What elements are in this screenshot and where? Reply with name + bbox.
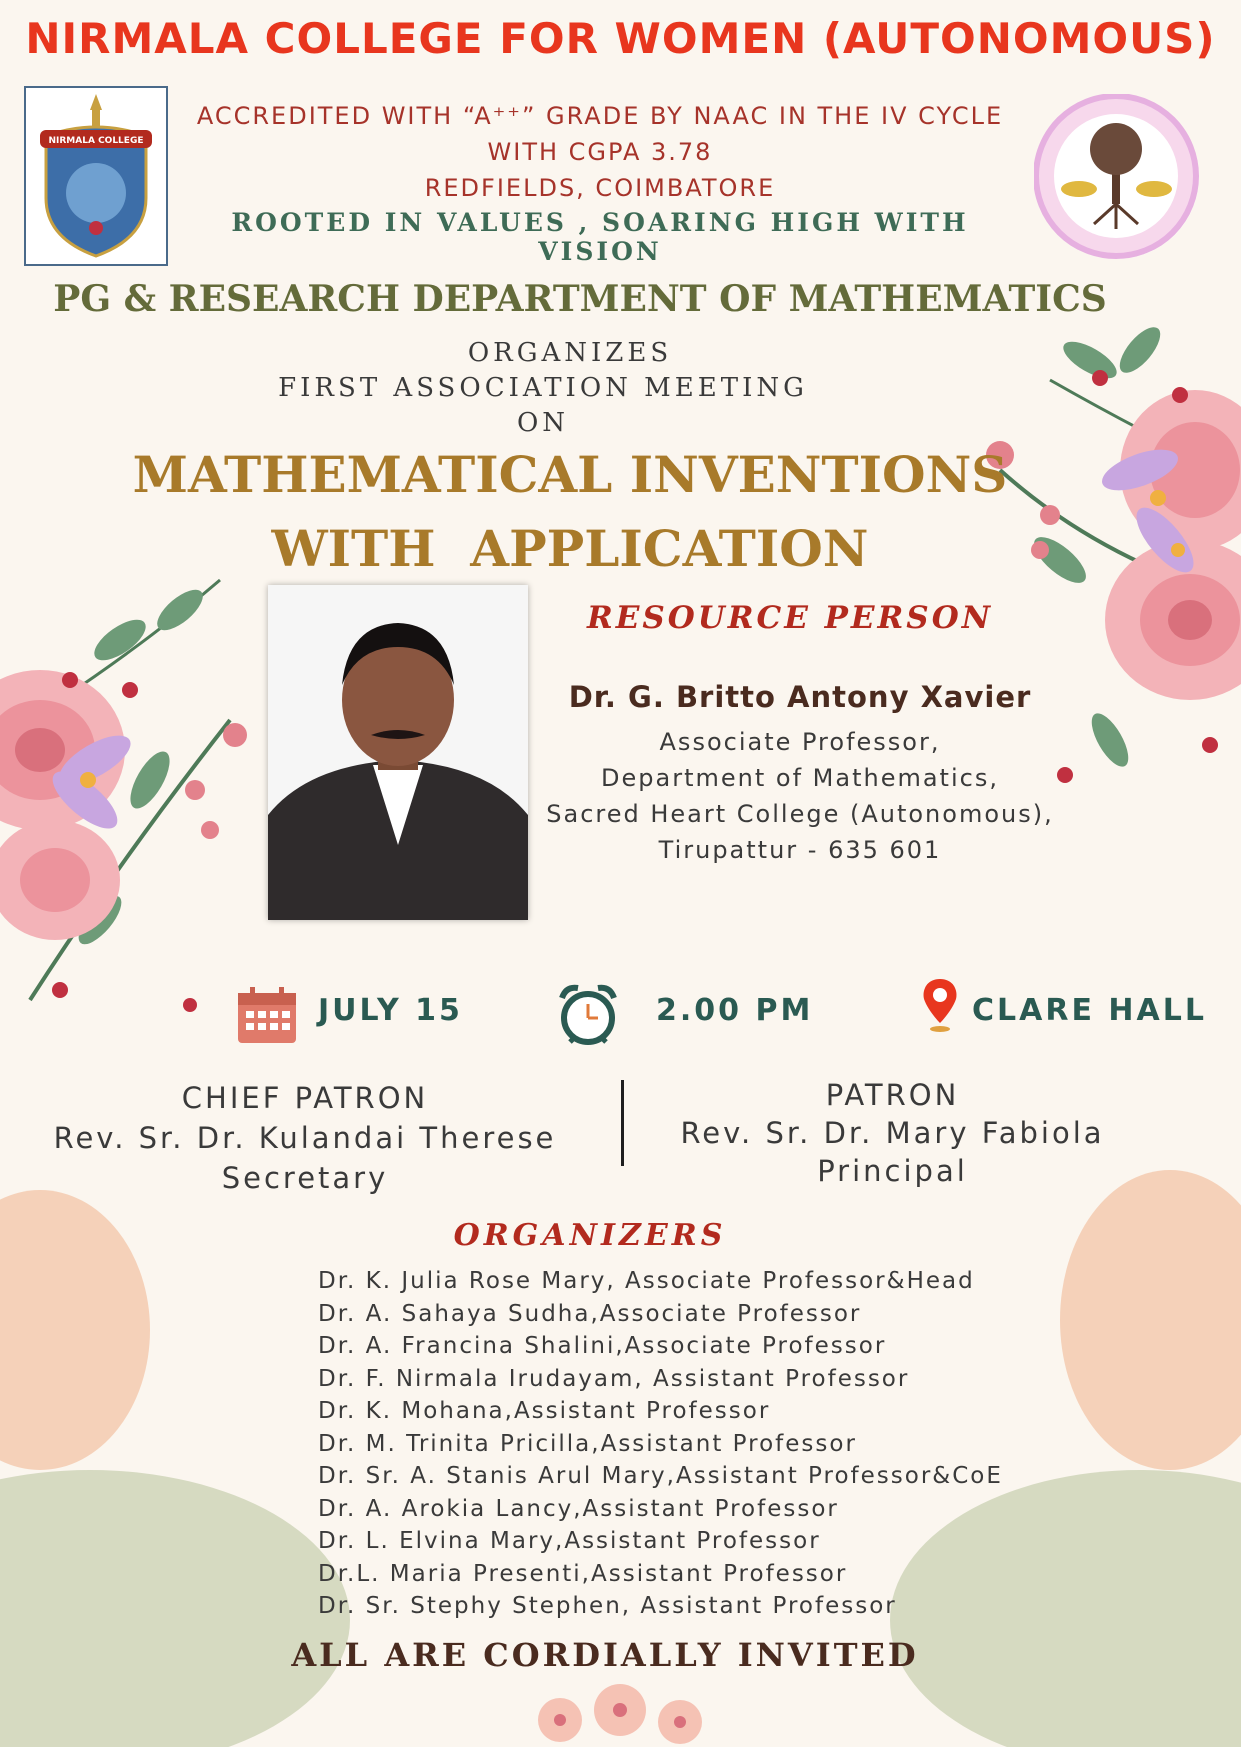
organizer-item: Dr. Sr. A. Stanis Arul Mary,Assistant Professor&CoE — [318, 1463, 1003, 1489]
college-motto: ROOTED IN VALUES , SOARING HIGH WITH VISION — [231, 208, 969, 266]
rp-address: Tirupattur - 635 601 — [658, 836, 942, 864]
resource-person-details — [520, 724, 1080, 868]
college-name: NIRMALA COLLEGE FOR WOMEN (AUTONOMOUS) — [25, 14, 1216, 63]
chief-patron-role: Secretary — [221, 1161, 389, 1195]
event-date: JULY 15 — [318, 993, 463, 1028]
rp-designation: Associate Professor, — [659, 728, 941, 756]
event-venue: CLARE HALL — [972, 993, 1207, 1028]
alarm-clock-icon — [556, 980, 620, 1050]
calendar-icon — [236, 985, 298, 1045]
patron-divider — [621, 1080, 624, 1166]
chief-patron-title: CHIEF PATRON — [181, 1081, 429, 1115]
event-title-line-1: MATHEMATICAL INVENTIONS — [132, 445, 1008, 504]
accreditation-line: ACCREDITED WITH “A⁺⁺” GRADE BY NAAC IN THE IV CYCLE — [196, 102, 1004, 130]
blossoms-bottom — [538, 1684, 702, 1744]
person-portrait-icon — [268, 585, 528, 920]
accreditation-block — [170, 98, 1030, 206]
crest-banner-text: NIRMALA COLLEGE — [48, 136, 144, 146]
organizer-item: Dr. A. Francina Shalini,Associate Professor — [318, 1333, 887, 1359]
organizer-item: Dr. Sr. Stephy Stephen, Assistant Professor — [318, 1593, 897, 1619]
patron-name: Rev. Sr. Dr. Mary Fabiola — [680, 1116, 1105, 1150]
patron-block — [650, 1076, 1135, 1190]
organizer-item: Dr.L. Maria Presenti,Assistant Professor — [318, 1560, 848, 1587]
flower-cluster-left — [0, 580, 247, 1012]
rp-department: Department of Mathematics, — [601, 764, 999, 792]
chief-patron-block — [30, 1078, 580, 1198]
resource-person-heading: RESOURCE PERSON — [586, 600, 994, 636]
invitation-line: ALL ARE CORDIALLY INVITED — [291, 1636, 919, 1674]
event-title — [0, 438, 1140, 586]
organizer-item: Dr. K. Julia Rose Mary, Associate Professor&Head — [318, 1268, 975, 1294]
organizer-item: Dr. L. Elvina Mary,Assistant Professor — [318, 1528, 821, 1554]
organizer-item: Dr. A. Sahaya Sudha,Associate Professor — [318, 1300, 862, 1327]
on-line: ON — [516, 408, 570, 438]
event-time: 2.00 PM — [656, 993, 814, 1028]
organizer-item: Dr. F. Nirmala Irudayam, Assistant Professor — [318, 1365, 910, 1392]
event-title-line-2: WITH APPLICATION — [271, 519, 869, 578]
college-crest-icon — [26, 88, 166, 264]
organizers-list — [318, 1265, 1003, 1623]
organizes-line: ORGANIZES — [467, 338, 673, 368]
organizer-item: Dr. M. Trinita Pricilla,Assistant Professor — [318, 1430, 857, 1457]
college-tree-logo — [1034, 94, 1199, 259]
patron-role: Principal — [817, 1154, 968, 1188]
patron-title: PATRON — [825, 1078, 960, 1112]
college-crest-logo — [24, 86, 168, 266]
cgpa-line: WITH CGPA 3.78 — [487, 138, 713, 166]
meeting-line: FIRST ASSOCIATION MEETING — [278, 373, 808, 403]
chief-patron-name: Rev. Sr. Dr. Kulandai Therese — [53, 1121, 557, 1155]
organizer-item: Dr. A. Arokia Lancy,Assistant Professor — [318, 1495, 839, 1522]
resource-person-name: Dr. G. Britto Antony Xavier — [568, 680, 1032, 714]
location-line: REDFIELDS, COIMBATORE — [424, 174, 776, 202]
organizers-heading: ORGANIZERS — [453, 1218, 727, 1253]
resource-person-photo — [268, 585, 528, 920]
organizer-item: Dr. K. Mohana,Assistant Professor — [318, 1398, 771, 1424]
rp-institution: Sacred Heart College (Autonomous), — [546, 800, 1054, 828]
department-name: PG & RESEARCH DEPARTMENT OF MATHEMATICS — [53, 278, 1107, 320]
tree-logo-icon — [1034, 94, 1199, 259]
location-pin-icon — [920, 975, 960, 1035]
